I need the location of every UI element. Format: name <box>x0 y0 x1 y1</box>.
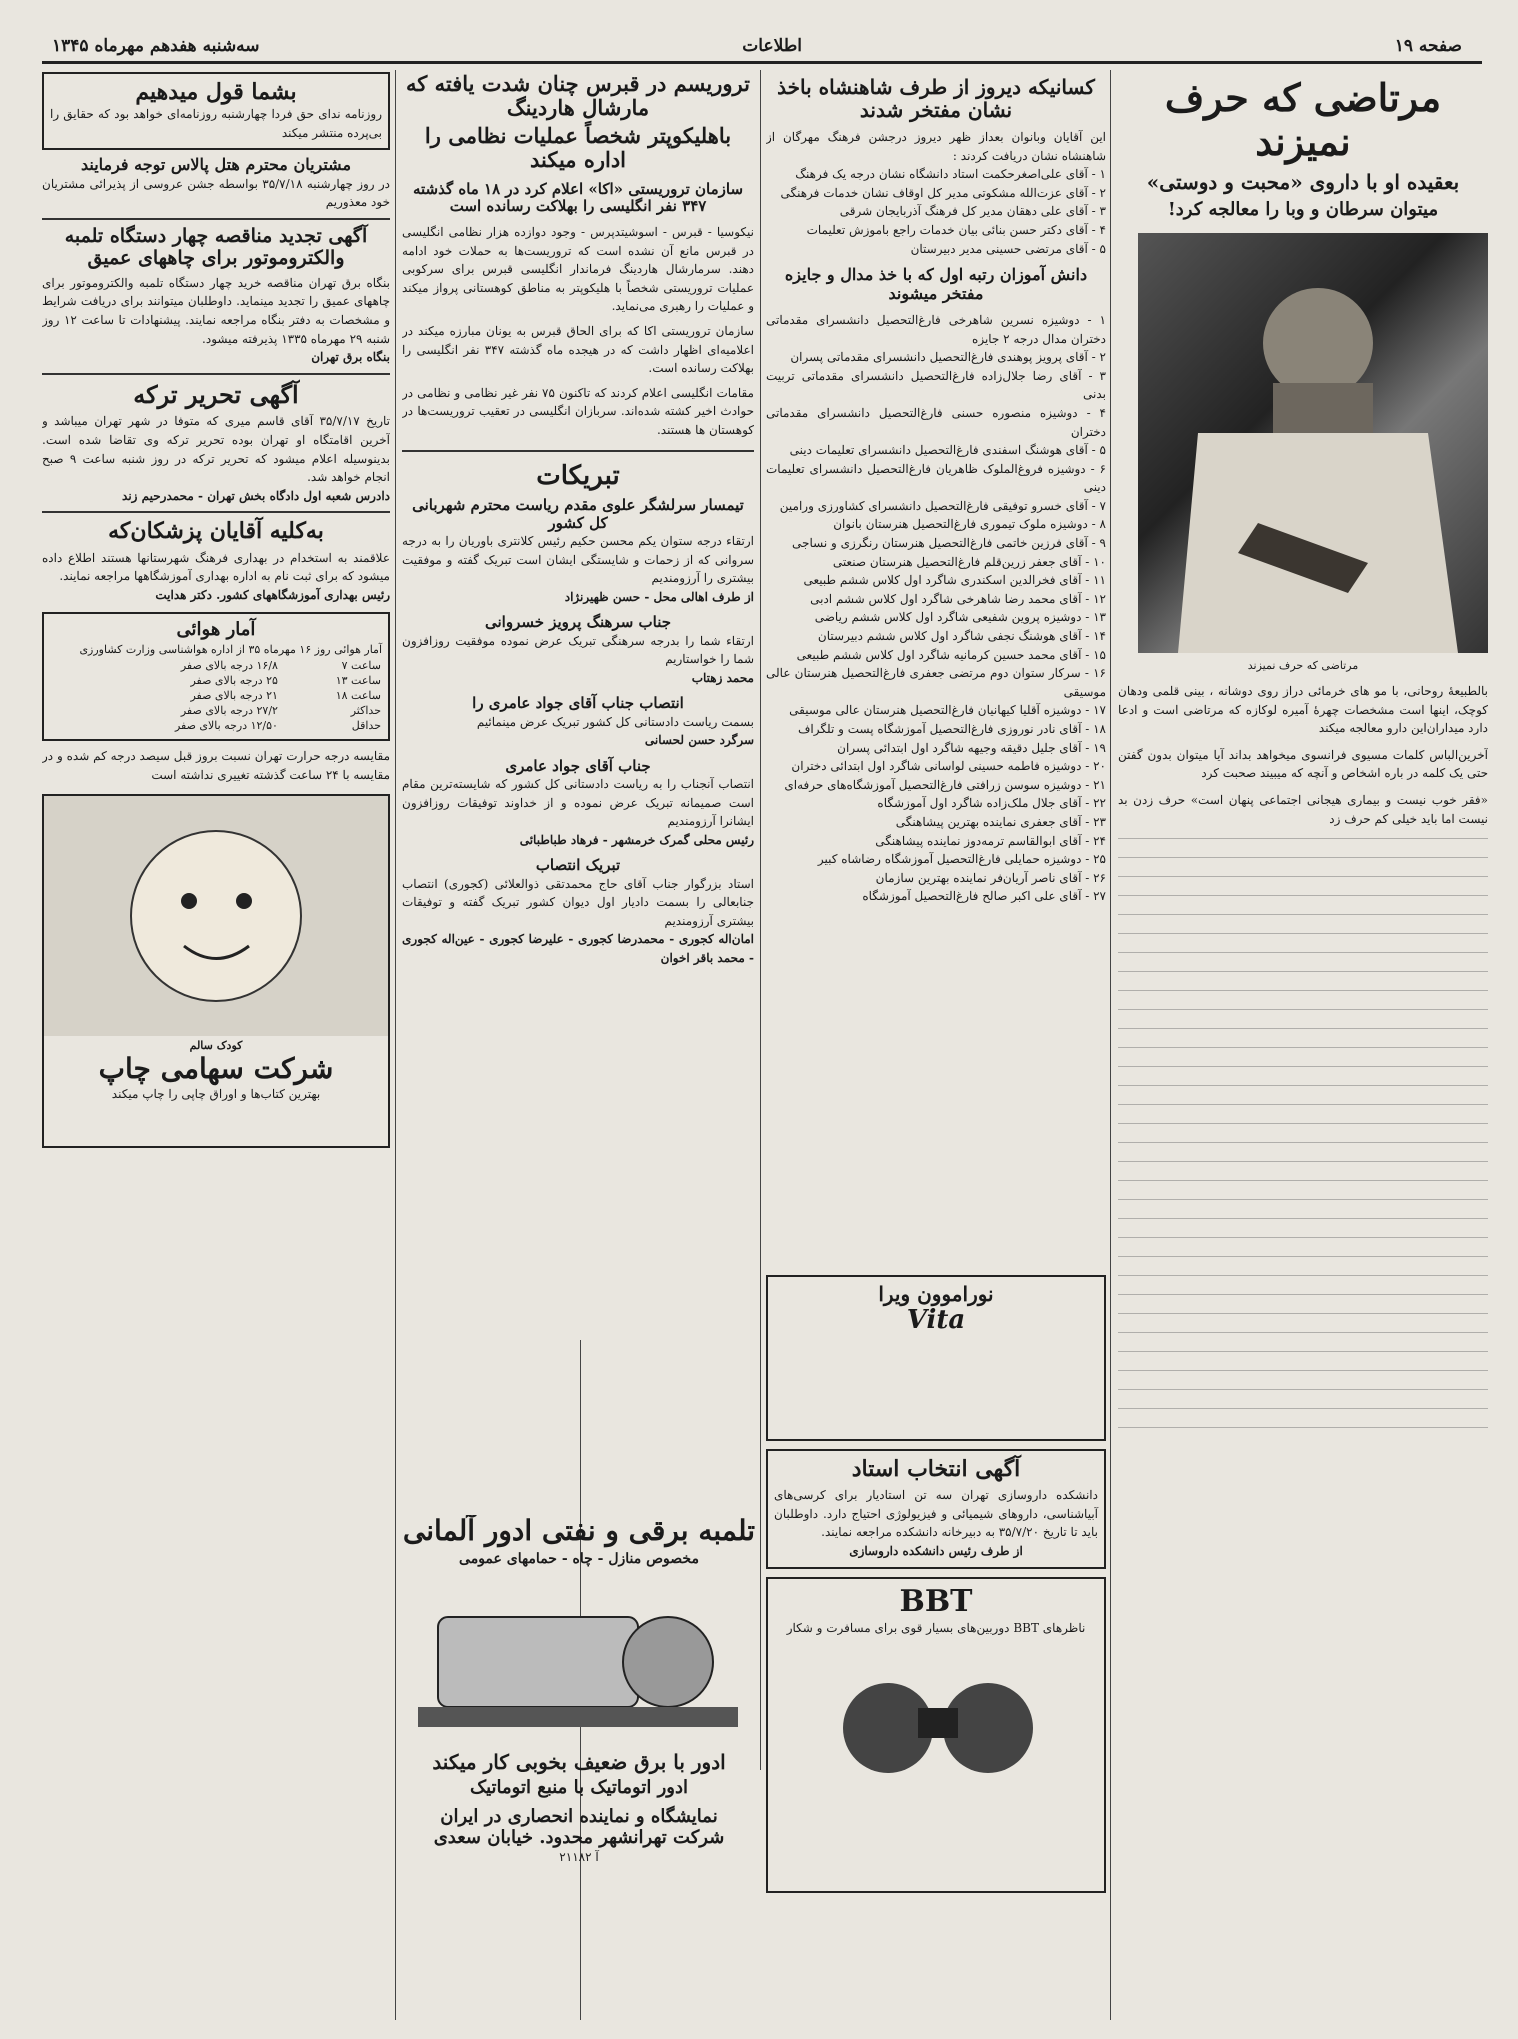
congrats-heading: جناب آقای جواد عامری <box>505 756 651 775</box>
weather-title: آمار هوائی <box>176 619 256 641</box>
congrats-signature: از طرف اهالی محل - حسن ظهیرنژاد <box>564 589 754 604</box>
awards-list-1 <box>766 165 1106 258</box>
congrats-body: انتصاب آنجناب را به ریاست دادستانی کل کشور که شایسته‌ترین مقام است صمیمانه تبریک عرض نموده و از خداوند توفیقات روزافزون ایشانرا آرزومندیم <box>402 777 754 829</box>
congrats-title: تبریکات <box>536 460 620 491</box>
binoculars-illustration <box>778 1638 1098 1798</box>
vita-ad <box>766 1275 1106 1441</box>
article-paragraph: نیکوسیا - قبرس - اسوشیتدپرس - وجود دوازده هزار نظامی انگلیسی در قبرس مانع آن نشده است که تروریست‌ها به حملات خود ادامه دهند. سرمارشال هاردینگ فرماندار انگلیسی قبرس برای سرکوبی عملیات تروریستی شخصاً با هلیکوپتر به مناطق کوهستانی پرواز میکند و عملیات را رهبری می‌نماید. <box>402 225 754 314</box>
students-subtitle: دانش آموزان رتبه اول که با خذ مدال و جایزه مفتخر میشوند <box>784 265 1088 303</box>
ad-title: مشتریان محترم هتل پالاس توجه فرمایند <box>80 155 352 175</box>
list-item: ۱۶ - سرکار ستوان دوم مرتضی جعفری فارغ‌التحصیل هنرستان عالی موسیقی <box>766 666 1106 699</box>
ad-body: تاریخ ۳۵/۷/۱۷ آقای قاسم میری که متوفا در شهر تهران میباشد و آخرین اقامتگاه او تهران بوده تحریر ترکه وی تقاضا شده است. بدینوسیله اعلام میشود که تحریر ترکه در روز شنبه ساعت ۹ صبح انجام خواهد شد. <box>42 414 390 485</box>
ad-box <box>42 156 390 212</box>
ad-body: روزنامه ندای حق فردا چهارشنبه روزنامه‌ای خواهد بود که حقایق را بی‌پرده منتشر میکند <box>50 107 382 140</box>
ad-logo-text: Vita <box>906 1305 966 1335</box>
ad-body: در روز چهارشنبه ۳۵/۷/۱۸ بواسطه جشن عروسی از پذیرائی مشتریان خود معذوریم <box>42 176 390 210</box>
article-paragraph: آخرین‌الباس کلمات مسیوی فرانسوی میخواهد بداند آیا میتوان بدون گفتن حتی یک کلمه در باره اشخاص و آنچه که میبیند صحبت کرد <box>1118 747 1488 781</box>
article-photo <box>1138 233 1488 653</box>
list-item: ۱۵ - آقای محمد حسین کرمانیه شاگرد اول کلاس ششم طبیعی <box>796 647 1106 662</box>
congrats-signature: رئیس محلی گمرک خرمشهر - فرهاد طباطبائی <box>519 832 754 847</box>
ad-title: نوراموون ویرا <box>878 1282 994 1306</box>
ad-box <box>42 226 390 367</box>
ad-box <box>42 381 390 506</box>
cyprus-title: تروریسم در قبرس چنان شدت یافته که مارشال هاردینگ <box>406 72 750 121</box>
ad-title: آگهی تجدید مناقصه چهار دستگاه تلمبه والکتروموتور برای چاههای عمیق <box>64 225 368 269</box>
pump-illustration <box>398 1567 760 1747</box>
table-cell: ۲۷/۲ درجه بالای صفر <box>180 704 278 718</box>
cyprus-title-2: باهلیکوپتر شخصاً عملیات نظامی را اداره میکند <box>424 123 732 173</box>
list-item: ۲۷ - آقای علی اکبر صالح فارغ‌التحصیل آموزشگاه <box>862 889 1106 904</box>
table-cell: حداقل <box>351 719 381 733</box>
congrats-body: استاد بزرگوار جناب آقای حاج محمدتقی ذوالعلائی (کجوری) انتصاب جنابعالی را بسمت دادیار اول دیوان کشور تبریک گفته و توفیقات بیشتری آرزومندیم <box>402 876 754 928</box>
list-item: ۱۴ - آقای هوشنگ نجفی شاگرد اول کلاس ششم دبیرستان <box>817 629 1106 644</box>
article-paragraph: مقامات انگلیسی اعلام کردند که تاکنون ۷۵ نفر غیر نظامی و نظامی در حوادث اخیر کشته شده‌اند. سربازان انگلیسی در تعقیب تروریست‌ها در کوهستان ها هستند. <box>402 385 754 437</box>
list-item: ۱ - آقای علی‌اصغرحکمت استاد دانشگاه نشان درجه یک فرهنگ <box>795 167 1106 182</box>
list-item: ۲۰ - دوشیزه فاطمه حسینی لواسانی شاگرد اول ابتدائی دختران <box>791 759 1106 774</box>
article-paragraph: سازمان تروریستی اکا که برای الحاق قبرس به یونان مبارزه میکند در اعلامیه‌ای اظهار داشت که در هیجده ماه گذشته ۳۴۷ نفر انگلیسی را بهلاکت رسانده است. <box>402 324 754 376</box>
list-item: ۱۱ - آقای فخرالدین اسکندری شاگرد اول کلاس ششم طبیعی <box>803 573 1106 588</box>
ad-title: BBT <box>899 1583 973 1619</box>
table-cell: ساعت ۱۸ <box>335 689 381 703</box>
photo-caption: مرتاضی که حرف نمیزند <box>1247 659 1359 673</box>
congrats-heading: تیمسار سرلشگر علوی مقدم ریاست محترم شهربانی کل کشور <box>412 496 744 532</box>
congrats-body: بسمت ریاست دادستانی کل کشور تبریک عرض مینمائیم <box>476 714 754 729</box>
column-mid-left <box>402 72 754 1337</box>
pump-ad <box>398 1515 760 2020</box>
list-item: ۵ - آقای هوشنگ اسفندی فارغ‌التحصیل دانشسرای تعلیمات دینی <box>789 443 1106 458</box>
bbt-ad <box>766 1577 1106 1893</box>
list-item: ۲۵ - دوشیزه حمایلی فارغ‌التحصیل آموزشگاه رضاشاه کبیر <box>817 852 1106 867</box>
awards-intro: این آقایان وبانوان بعداز ظهر دیروز درجشن فرهنگ مهرگان از شاهنشاه نشان دریافت کردند : <box>766 130 1106 163</box>
congrats-signature: امان‌اله کجوری - محمدرضا کجوری - علیرضا کجوری - عین‌اله کجوری - محمد باقر اخوان <box>402 932 754 966</box>
weather-footnote: مقایسه درجه حرارت تهران نسبت بروز قبل سیصد درجه کم شده و در مقایسه با ۲۴ ساعت گذشته تغییری نداشته است <box>42 749 390 782</box>
article-subtitle: بعقیده او با داروی «محبت و دوستی» <box>1146 170 1460 195</box>
article-title: مرتاضی که حرف نمیزند <box>1164 75 1442 164</box>
list-item: ۶ - دوشیزه فروغ‌الملوک ظاهریان فارغ‌التحصیل دانشسرای تعلیمات دینی <box>766 461 1106 495</box>
ad-tagline: ادور با برق ضعیف بخوبی کار میکند <box>432 1750 726 1775</box>
list-item: ۲۲ - آقای جلال ملک‌زاده شاگرد اول آموزشگاه <box>877 796 1106 811</box>
list-item: ۱ - دوشیزه نسرین شاهرخی فارغ‌التحصیل دانشسرای مقدماتی دختران مدال درجه ۲ جایزه <box>766 312 1106 346</box>
article-paragraph: «فقر خوب نیست و بیماری هیجانی اجتماعی پنهان است» حرف زدن بد نیست اما باید خیلی کم حرف زد <box>1118 793 1488 826</box>
article-subtitle-2: میتوان سرطان و وبا را معالجه کرد! <box>1167 199 1439 221</box>
table-row <box>50 688 382 703</box>
ad-title: تلمبه برقی و نفتی ادور آلمانی <box>402 1515 756 1547</box>
table-cell: ۱۲/۵۰ درجه بالای صفر <box>174 719 278 733</box>
ad-body: بهترین کتاب‌ها و اوراق چاپی را چاپ میکند <box>111 1087 321 1102</box>
text-lines-filler <box>1118 838 1488 1438</box>
list-item: ۳ - آقای رضا جلال‌زاده فارغ‌التحصیل دانشسرای مقدماتی تربیت بدنی <box>766 368 1106 402</box>
list-item: ۲ - آقای پرویز پوهندی فارغ‌التحصیل دانشسرای مقدماتی پسران <box>790 350 1106 365</box>
ad-title: آگهی انتخاب استاد <box>851 1456 1021 1482</box>
ad-box <box>42 519 390 604</box>
ad-body: دانشکده داروسازی تهران سه تن استادیار برای کرسی‌های آبیاشناسی، داروهای شیمیائی و فیزیولوژی احتیاج دارد. داوطلبان باید تا تاریخ ۳۵/۷/۲۰ به دبیرخانه دانشکده مراجعه نمایند. <box>774 1488 1098 1540</box>
list-item: ۱۰ - آقای جعفر زرین‌قلم فارغ‌التحصیل هنرستان صنعتی <box>832 554 1106 569</box>
congrats-heading: تبریک انتصاب <box>535 856 621 875</box>
awards-title: کسانیکه دیروز از طرف شاهنشاه باخذ نشان مفتخر شدند <box>777 75 1095 122</box>
list-item: ۲۳ - آقای جعفری نماینده بهترین پیشاهنگی <box>895 814 1106 829</box>
ad-title: به‌کلیه آقایان پزشکان‌که <box>108 518 324 545</box>
list-item: ۸ - دوشیزه ملوک تیموری فارغ‌التحصیل هنرستان بانوان <box>833 517 1106 532</box>
list-item: ۹ - آقای فرزین خاتمی فارغ‌التحصیل هنرستان رنگرزی و نساجی <box>792 536 1106 551</box>
list-item: ۲۴ - آقای ابوالقاسم ترمه‌دوز نماینده پیشاهنگی <box>875 833 1106 848</box>
list-item: ۱۹ - آقای جلیل دقیقه وجیهه شاگرد اول ابتدائی پسران <box>837 740 1106 755</box>
congrats-body: ارتقاء درجه ستوان یکم محسن حکیم رئیس کلانتری باوریان را به درجه سروانی که از زحمات و شایستگی ایشان است تبریک گفته و موفقیت بیشتری را آرزومندیم <box>402 533 754 586</box>
table-cell: ۱۶/۸ درجه بالای صفر <box>180 659 278 673</box>
ad-title: بشما قول میدهیم <box>135 79 297 105</box>
list-item: ۲ - آقای عزت‌الله مشکوتی مدیر کل اوقاف نشان خدمات فرهنگی <box>780 185 1106 200</box>
list-item: ۱۲ - آقای محمد رضا شاهرخی شاگرد اول کلاس ششم ادبی <box>810 591 1106 606</box>
ad-body: علاقمند به استخدام در بهداری فرهنگ شهرستانها هستند اطلاع داده میشود که برای ثبت نام به اداره بهداری آموزشگاهها مراجعه نمایند. <box>42 550 390 584</box>
table-cell: ساعت ۱۳ <box>335 674 381 688</box>
ad-footer: نمایشگاه و نماینده انحصاری در ایران <box>440 1805 718 1827</box>
weather-box <box>42 612 390 741</box>
column-left <box>42 72 390 2022</box>
congrats-heading: انتصاب جناب آقای جواد عامری را <box>472 694 684 713</box>
paper-name: اطلاعات <box>742 36 802 56</box>
list-item: ۱۸ - آقای نادر نوروزی فارغ‌التحصیل آموزشگاه پست و تلگراف <box>797 722 1106 736</box>
ad-title: شرکت سهامی چاپ <box>98 1051 334 1085</box>
cyprus-subtitle: سازمان تروریستی «اکا» اعلام کرد در ۱۸ ماه گذشته ۳۴۷ نفر انگلیسی را بهلاکت رسانده است <box>412 179 744 215</box>
list-item: ۴ - آقای دکتر حسن بنائی بیان خدمات راجع باموزش تعلیمات <box>806 222 1106 237</box>
congrats-heading: جناب سرهنگ پرویز خسروانی <box>484 613 672 632</box>
print-company-ad <box>42 794 390 1148</box>
awards-list-2 <box>766 311 1106 906</box>
list-item: ۵ - آقای مرتضی حسینی مدیر دبیرستان <box>910 241 1106 256</box>
list-item: ۱۳ - دوشیزه پروین شفیعی شاگرد اول کلاس ششم ریاضی <box>814 610 1106 625</box>
list-item: ۲۶ - آقای ناصر آریان‌فر نماینده بهترین سازمان <box>875 870 1106 885</box>
table-row <box>50 703 382 718</box>
page-number: صفحه ۱۹ <box>1394 36 1462 56</box>
list-item: ۷ - آقای خسرو توفیقی فارغ‌التحصیل دانشسرای کشاورزی ورامین <box>779 498 1106 513</box>
list-item: ۴ - دوشیزه منصوره حسنی فارغ‌التحصیل دانشسرای مقدماتی دختران <box>766 405 1106 439</box>
weather-table <box>50 658 382 733</box>
ad-signature: از طرف رئیس دانشکده داروسازی <box>849 1544 1023 1559</box>
page-date: سه‌شنبه هفدهم مهرماه ۱۳۴۵ <box>52 36 260 56</box>
list-item: ۳ - آقای علی دهقان مدیر کل فرهنگ آذربایجان شرقی <box>839 204 1106 219</box>
ad-body: بنگاه برق تهران مناقصه خرید چهار دستگاه تلمبه والکتروموتور برای چاههای عمیق را تجدید مینماید. داوطلبان میتوانند برای دریافت شرایط و مشخصات به دفتر بنگاه مراجعه نمایند. پیشنهادات تا ساعت ۱۲ روز شنبه ۲۹ مهرماه ۱۳۳۵ پذیرفته میشود. <box>42 275 390 346</box>
ad-signature: بنگاه برق تهران <box>311 350 390 365</box>
ad-title: آگهی تحریر ترکه <box>133 379 299 409</box>
table-row <box>50 673 382 688</box>
page-header <box>42 30 1482 64</box>
ad-subtitle: مخصوص منازل - چاه - حمامهای عمومی <box>459 1551 699 1568</box>
ad-box <box>42 72 390 150</box>
ad-body: ناظرهای BBT دوربین‌های بسیار قوی برای مسافرت و شکار <box>786 1621 1086 1636</box>
ad-tagline: ادور اتوماتیک با منبع اتوماتیک <box>469 1777 689 1799</box>
column-right <box>1118 72 1488 2022</box>
bottom-middle-ads <box>766 1275 1106 2020</box>
ad-company: شرکت تهرانشهر محدود. خیابان سعدی <box>433 1826 725 1848</box>
table-cell: حداکثر <box>350 704 381 718</box>
ad-signature: رئیس بهداری آموزشگاههای کشور. دکتر هدایت <box>155 587 390 602</box>
congrats-body: ارتقاء شما را بدرجه سرهنگی تبریک عرض نموده موفقیت روزافزون شما را خواستاریم <box>402 633 754 667</box>
table-row <box>50 718 382 733</box>
ad-code: آ ۲۱۱۸۲ <box>559 1850 599 1865</box>
ad-signature: دادرس شعبه اول دادگاه بخش تهران - محمدرحیم زند <box>122 488 390 503</box>
table-cell: ۲۵ درجه بالای صفر <box>190 674 278 688</box>
congrats-signature: سرگرد حسن لحسانی <box>644 733 754 748</box>
baby-illustration <box>44 796 388 1036</box>
professor-ad <box>766 1449 1106 1569</box>
congrats-signature: محمد زهتاب <box>691 670 754 685</box>
table-row <box>50 658 382 673</box>
weather-intro: آمار هوائی روز ۱۶ مهرماه ۳۵ از اداره هواشناسی وزارت کشاورزی <box>79 643 382 657</box>
article-paragraph: بالطبیعهٔ روحانی، با مو های خرمائی دراز روی دوشانه ، بینی قلمی ودهان کوچک، اینها است مشخصات چهرهٔ آمیره لوکازه که مرتاضی است و ادعا دارد میداران‌این دارو معالجه میکند <box>1118 684 1488 736</box>
table-cell: ۲۱ درجه بالای صفر <box>190 689 278 703</box>
list-item: ۱۷ - دوشیزه آقلیا کیهانیان فارغ‌التحصیل هنرستان عالی موسیقی <box>789 703 1106 718</box>
list-item: ۲۱ - دوشیزه سوسن زرافتی فارغ‌التحصیل آموزشگاه‌های حرفه‌ای <box>784 777 1106 792</box>
baby-caption: کودک سالم <box>189 1039 243 1053</box>
table-cell: ساعت ۷ <box>341 659 381 673</box>
